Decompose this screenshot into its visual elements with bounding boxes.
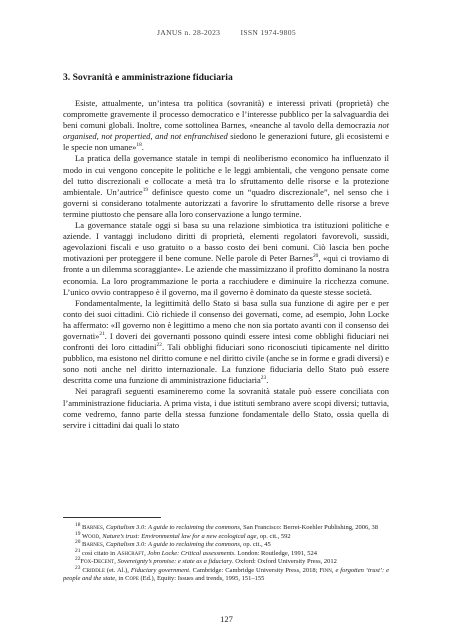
- paragraph: La governance statale oggi si basa su una relazione simbiotica tra istituzioni politiche e aziende. I vantaggi includono diritti di proprietà, elementi regolatori favorevoli, sussidi, agevolazioni fiscali e uso gratuito o a basso costo dei beni comuni. Ciò lascia ben poche motivazioni per proteggere il bene comune. Nelle parole di Peter Barnes$^{20}$, «qui ci troviamo di fronte a un dilemma scoraggiante». Le aziende che massimizzano il profitto dominano la nostra economia. La loro programmazione le porta a racchiudere e diminuire la ricchezza comune. L’unico ovvio contrappeso è il governo, ma il governo è dominato da queste stesse società.: [63, 220, 389, 297]
- footnote: $^{18}$ Barnes, Capitalism 3.0: A guide to reclaiming the commons, San Francisco: Berret-Koehler Publishing, 2006, 38: [75, 521, 378, 531]
- footnote: $^{20}$ Barnes, Capitalism 3.0: A guide to reclaiming the commons, op. cit., 45: [75, 538, 271, 548]
- footnote: $^{22}$Fox-Decent, Sovereignty’s promise: e state as a fiduciary. Oxford: Oxford University Press, 2012: [75, 555, 337, 565]
- footnote-ref[interactable]: 21: [99, 331, 105, 338]
- paragraph: Esiste, attualmente, un’intesa tra politica (sovranità) e interessi privati (proprietà) che compromette gravemente il processo democratico e l’interesse pubblico per la salvaguardia dei beni comuni globali. Inoltre, come sottolinea Barnes, «neanche al tavolo della democrazia not organised, not propertied, and not enfranchised siedono le generazioni future, gli ecosistemi e le specie non umane»$^{18}$.: [63, 98, 389, 153]
- footnote: $^{23}$ Criddle (et. Al.), Fiduciary government. Cambridge: Cambridge University Press, 2018; Finn, e forgotten ‘trust’: e people and the state, in Cope (Ed.), Equity: Issues and trends, 1995, 151–155: [63, 564, 390, 582]
- footnote-ref[interactable]: 20: [312, 253, 319, 260]
- footnote-ref[interactable]: 22: [156, 342, 162, 349]
- paragraph: Nei paragrafi seguenti esamineremo come la sovranità statale può essere conciliata con l’amministrazione fiduciaria. A prima vista, i due istituti sembrano avere scopi diversi; tuttavia, come vedremo, fanno parte della stessa funzione fondamentale dello Stato, ossia quella di servire i cittadini dai quali lo stato: [63, 386, 389, 430]
- footnote-divider: [63, 517, 161, 518]
- footnote: $^{21}$ così citato in Ashcraft, John Locke: Critical assessments. London: Routledge, 1991, 524: [75, 547, 318, 557]
- footnote: $^{19}$ Wood, Nature’s trust: Environmental law for a new ecological age, op. cit., 592: [75, 530, 291, 540]
- footnote-ref[interactable]: 19: [142, 186, 149, 193]
- journal-issue: JANUS n. 28-2023: [157, 28, 221, 37]
- page-number: 127: [220, 614, 233, 624]
- section-heading: 3. Sovranità e amministrazione fiduciaria: [63, 72, 233, 83]
- footnote-ref[interactable]: 23: [260, 375, 267, 382]
- footnote-ref[interactable]: 18: [136, 142, 142, 149]
- journal-issn: ISSN 1974-9805: [240, 28, 296, 37]
- paragraph: La pratica della governance statale in tempi di neoliberismo economico ha influenzato il modo in cui vengono concepite le politiche e le leggi ambientali, che vengono pensate come del tutto discrezionali e collocate a metà tra lo sfruttamento delle risorse e la protezione ambientale. Un’autrice$^{19}$ definisce questo come un “quadro discrezionale”, nel senso che i governi si considerano totalmente autorizzati a favorire lo sfruttamento delle risorse a breve termine piuttosto che pensare alla loro conservazione a lungo termine.: [63, 153, 389, 219]
- english-quote: not organised, not propertied, and not enfranchised: [63, 120, 389, 142]
- footnotes: [63, 521, 390, 584]
- paragraph: Fondamentalmente, la legittimità dello Stato si basa sulla sua funzione di agire per e per conto dei suoi cittadini. Ciò richiede il consenso dei governati, come, ad esempio, John Locke ha affermato: «Il governo non è legittimo a meno che non sia portato avanti con il consenso dei governati»$^{21}$. I doveri dei governanti possono quindi essere intesi come obblighi fiduciari nei confronti dei loro cittadini$^{22}$. Tali obblighi fiduciari sono riconosciuti tipicamente nel diritto pubblico, ma esistono nel diritto comune e nel diritto civile (anche se in forme e gradi diversi) e sono noti anche nel diritto internazionale. La funzione fiduciaria dello Stato può essere descritta come una funzione di amministrazione fiduciaria$^{23}$.: [63, 297, 389, 386]
- body-text: [63, 98, 389, 431]
- running-header: [0, 28, 453, 37]
